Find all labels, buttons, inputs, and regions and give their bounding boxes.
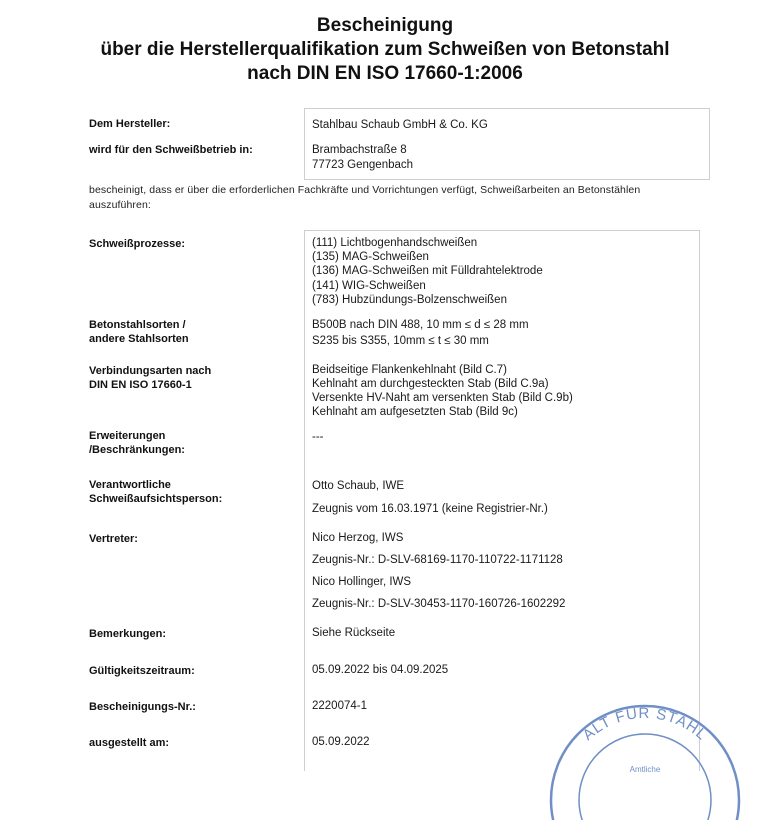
supervisor-label-1: Verantwortliche xyxy=(89,479,171,491)
document-title xyxy=(0,14,770,86)
steel-label-2: andere Stahlsorten xyxy=(89,333,189,345)
cert-no-label: Bescheinigungs-Nr.: xyxy=(89,701,196,713)
processes-frame xyxy=(304,230,700,771)
intro-paragraph: bescheinigt, dass er über die erforderlichen Fachkräfte und Vorrichtungen verfügt, Schweißarbeiten an Betonstählen auszuführen: xyxy=(89,184,641,211)
joint-item: Beidseitige Flankenkehlnaht (Bild C.7) xyxy=(312,364,507,376)
supervisor-name: Otto Schaub, IWE xyxy=(312,480,405,492)
stamp-sub-text: Amtliche xyxy=(629,765,661,774)
cert-no-value: 2220074-1 xyxy=(312,700,367,712)
site-label: wird für den Schweißbetrieb in: xyxy=(89,144,253,156)
processes-label: Schweißprozesse: xyxy=(89,238,185,250)
deputy-item: Nico Hollinger, IWS xyxy=(312,576,412,588)
title-line-2: über die Herstellerqualifikation zum Schweißen von Betonstahl xyxy=(100,39,670,60)
steel-label-1: Betonstahlsorten / xyxy=(89,319,186,331)
title-line-1: Bescheinigung xyxy=(316,15,454,36)
title-line-3: nach DIN EN ISO 17660-1:2006 xyxy=(247,63,523,84)
joints-label-2: DIN EN ISO 17660-1 xyxy=(89,379,192,391)
joint-item: Kehlnaht am aufgesetzten Stab (Bild 9c) xyxy=(312,406,518,418)
process-item: (136) MAG-Schweißen mit Fülldrahtelektrode xyxy=(312,265,543,277)
process-item: (783) Hubzündungs-Bolzenschweißen xyxy=(312,294,507,306)
extensions-value: --- xyxy=(312,431,324,443)
extensions-label-1: Erweiterungen xyxy=(89,430,166,442)
joint-item: Versenkte HV-Naht am versenkten Stab (Bild C.9b) xyxy=(312,392,573,404)
joints-label-1: Verbindungsarten nach xyxy=(89,365,212,377)
process-item: (111) Lichtbogenhandschweißen xyxy=(312,237,478,249)
extensions-label-2: /Beschränkungen: xyxy=(89,444,185,456)
stamp-text: ALT FÜR STAHL xyxy=(579,704,711,744)
issued-value: 05.09.2022 xyxy=(312,736,370,748)
manufacturer-city: 77723 Gengenbach xyxy=(312,159,414,171)
svg-text:ALT FÜR STAHL xyxy=(580,704,711,744)
steel-item: B500B nach DIN 488, 10 mm ≤ d ≤ 28 mm xyxy=(312,319,529,331)
validity-label: Gültigkeitszeitraum: xyxy=(89,665,195,677)
steel-item: S235 bis S355, 10mm ≤ t ≤ 30 mm xyxy=(312,335,489,347)
supervisor-label-2: Schweißaufsichtsperson: xyxy=(89,493,223,505)
manufacturer-label: Dem Hersteller: xyxy=(89,118,171,130)
deputies-label: Vertreter: xyxy=(89,533,138,545)
supervisor-cert: Zeugnis vom 16.03.1971 (keine Registrier-Nr.) xyxy=(312,503,548,515)
validity-value: 05.09.2022 bis 04.09.2025 xyxy=(312,664,449,676)
manufacturer-name: Stahlbau Schaub GmbH & Co. KG xyxy=(312,119,488,131)
process-item: (141) WIG-Schweißen xyxy=(312,280,426,292)
official-stamp-icon xyxy=(545,700,745,820)
joint-item: Kehlnaht am durchgesteckten Stab (Bild C.9a) xyxy=(312,378,549,390)
deputy-item: Nico Herzog, IWS xyxy=(312,532,404,544)
deputy-item: Zeugnis-Nr.: D-SLV-68169-1170-110722-1171128 xyxy=(312,554,563,566)
remarks-value: Siehe Rückseite xyxy=(312,627,396,639)
issued-label: ausgestellt am: xyxy=(89,737,170,749)
deputy-item: Zeugnis-Nr.: D-SLV-30453-1170-160726-1602292 xyxy=(312,598,566,610)
remarks-label: Bemerkungen: xyxy=(89,628,167,640)
manufacturer-street: Brambachstraße 8 xyxy=(312,144,407,156)
process-item: (135) MAG-Schweißen xyxy=(312,251,429,263)
